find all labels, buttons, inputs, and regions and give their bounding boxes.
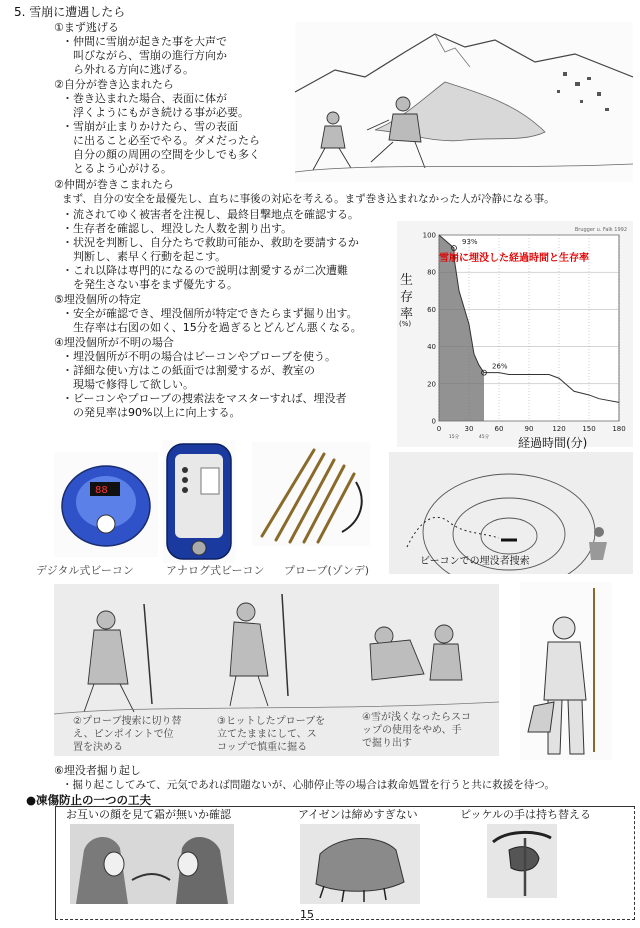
- chart-xtick-label: 120: [552, 425, 566, 433]
- step3-line: を発生さない事をまず優先する。: [62, 278, 238, 291]
- step5-line: ・埋没個所が不明の場合はビーコンやプローブを使う。: [62, 350, 337, 363]
- chart-xsmall-label: 15分: [448, 435, 460, 440]
- step5-line: ・詳細な使い方はこの紙面では割愛するが、教室の: [62, 364, 315, 377]
- chart-xtick-label: 0: [436, 425, 442, 433]
- svg-text:88: 88: [95, 485, 108, 496]
- step5-line: ・ビーコンやプローブの捜索法をマスターすれば、埋没者: [62, 392, 347, 405]
- step6-heading: ⑥埋没者掘り起し: [54, 764, 141, 777]
- avalanche-escape-illustration: [295, 22, 633, 182]
- analog-beacon-caption: アナログ式ビーコン: [166, 564, 265, 577]
- step2-line: に出ること必至でやる。ダメだったら: [62, 134, 260, 147]
- step2-line: とるよう心がける。: [62, 162, 172, 175]
- chart-ytick-label: 0: [431, 417, 436, 426]
- step5-line: の発見率は90%以上に向上する。: [62, 406, 241, 419]
- probe-step3-caption: ③ヒットしたプローブを: [217, 716, 326, 727]
- chart-xtick-label: 90: [524, 425, 534, 433]
- probe-step3-caption: 立てたままにして、ス: [217, 729, 317, 740]
- frostbite-tip2: アイゼンは締めすぎない: [298, 808, 418, 821]
- step4-heading: ⑤埋没個所の特定: [54, 293, 141, 306]
- check-face-frost-illustration: [70, 824, 234, 904]
- frostbite-tip3: ピッケルの手は持ち替える: [460, 808, 592, 821]
- step1-heading: ①まず逃げる: [54, 21, 119, 34]
- chart-ytick-label: 60: [427, 305, 436, 314]
- crampon-illustration: [300, 824, 420, 904]
- chart-source: Brugger u. Falk 1992: [574, 227, 627, 233]
- step1-line: 叫びながら、雪崩の進行方向か: [62, 49, 227, 62]
- step2-heading: ②自分が巻き込まれたら: [54, 78, 174, 91]
- probe-step2-caption: 置を決める: [73, 742, 123, 753]
- chart-xsmall-label: 45分: [478, 435, 490, 440]
- section-title: 5. 雪崩に遭遇したら: [14, 5, 126, 19]
- survival-chart-canvas: [397, 221, 633, 447]
- step5-heading: ④埋没個所が不明の場合: [54, 336, 174, 349]
- chart-ytick-label: 40: [427, 343, 436, 352]
- chart-xtick-label: 60: [494, 425, 504, 433]
- chart-xtick-label: 180: [612, 425, 626, 433]
- chart-ytick-label: 100: [422, 231, 436, 240]
- ice-axe-grip-illustration: [487, 824, 557, 898]
- step5-line: 現場で修得して欲しい。: [62, 378, 194, 391]
- step1-line: ら外れる方向に逃げる。: [62, 63, 194, 76]
- step3-line: ・これ以降は専門的になるので説明は割愛するが二次遭難: [62, 264, 348, 277]
- chart-ytick-label: 20: [427, 380, 436, 389]
- page-number: 15: [300, 908, 314, 921]
- step3-heading: ②仲間が巻きこまれたら: [54, 178, 174, 191]
- chart-yunit: (%): [399, 320, 412, 328]
- analog-beacon-photo: [163, 440, 235, 563]
- probe-caption: プローブ(ゾンデ): [284, 564, 370, 577]
- step2-line: ・雪崩が止まりかけたら、雪の表面: [62, 120, 238, 133]
- probe-photo: [252, 442, 370, 546]
- digital-beacon-caption: デジタル式ビーコン: [36, 564, 134, 577]
- step3-line: 判断し、素早く行動を起こす。: [62, 250, 227, 263]
- step4-line: 生存率は右図の如く、15分を過ぎるとどんどん悪くなる。: [62, 321, 362, 334]
- chart-annotation-label: 93%: [462, 238, 478, 247]
- frostbite-tip1: お互いの顔を見て霜が無いか確認: [66, 808, 231, 821]
- chart-title: 雪崩に埋没した経過時間と生存率: [439, 253, 589, 264]
- step3-intro: まず、自分の安全を最優先し、直ちに事後の対応を考える。まず巻き込まれなかった人が冷静になる事。: [62, 193, 555, 205]
- step2-line: ・巻き込まれた場合、表面に体が: [62, 92, 227, 105]
- probe-step2-caption: ②プローブ捜索に切り替: [73, 716, 182, 727]
- rescuer-with-shovel-illustration: [520, 582, 612, 760]
- chart-annotation-label: 26%: [492, 362, 508, 371]
- probe-step3-caption: コップで慎重に掘る: [217, 742, 308, 753]
- chart-ylabel: 生存率: [400, 273, 414, 322]
- step3-line: ・状況を判断し、自分たちで救助可能か、救助を要請するか: [62, 236, 359, 249]
- digital-beacon-photo: [54, 452, 158, 557]
- chart-ytick-label: 80: [427, 268, 436, 277]
- step3-line: ・生存者を確認し、埋没した人数を割り出す。: [62, 222, 293, 235]
- chart-xtick-label: 150: [582, 425, 596, 433]
- step2-line: 浮くようにもがき続ける事が必要。: [62, 106, 249, 119]
- probe-step4-caption: ④雪が浅くなったらスコ: [362, 712, 471, 723]
- probe-step4-caption: ップの使用をやめ、手: [362, 725, 462, 736]
- probe-step2-caption: え、ピンポイントで位: [73, 729, 174, 740]
- probe-step4-caption: で掘り出す: [362, 738, 412, 749]
- step3-line: ・流されてゆく被害者を注視し、最終目撃地点を確認する。: [62, 208, 359, 221]
- step6-line: ・掘り起こしてみて、元気であれば問題ないが、心肺停止等の場合は救命処置を行うと共に救援を待つ。: [62, 779, 555, 791]
- step1-line: ・仲間に雪崩が起きた事を大声で: [62, 35, 227, 48]
- chart-xlabel: 経過時間(分): [518, 436, 588, 450]
- beacon-search-caption: ビーコンでの埋没者捜索: [420, 556, 530, 567]
- step2-line: 自分の顔の周囲の空間を少しでも多く: [62, 148, 260, 161]
- survival-rate-chart: [397, 221, 633, 447]
- chart-xtick-label: 30: [464, 425, 474, 433]
- step4-line: ・安全が確認でき、埋没個所が特定できたらまず掘り出す。: [62, 307, 358, 320]
- frostbite-title: ●凍傷防止の一つの工夫: [26, 793, 152, 807]
